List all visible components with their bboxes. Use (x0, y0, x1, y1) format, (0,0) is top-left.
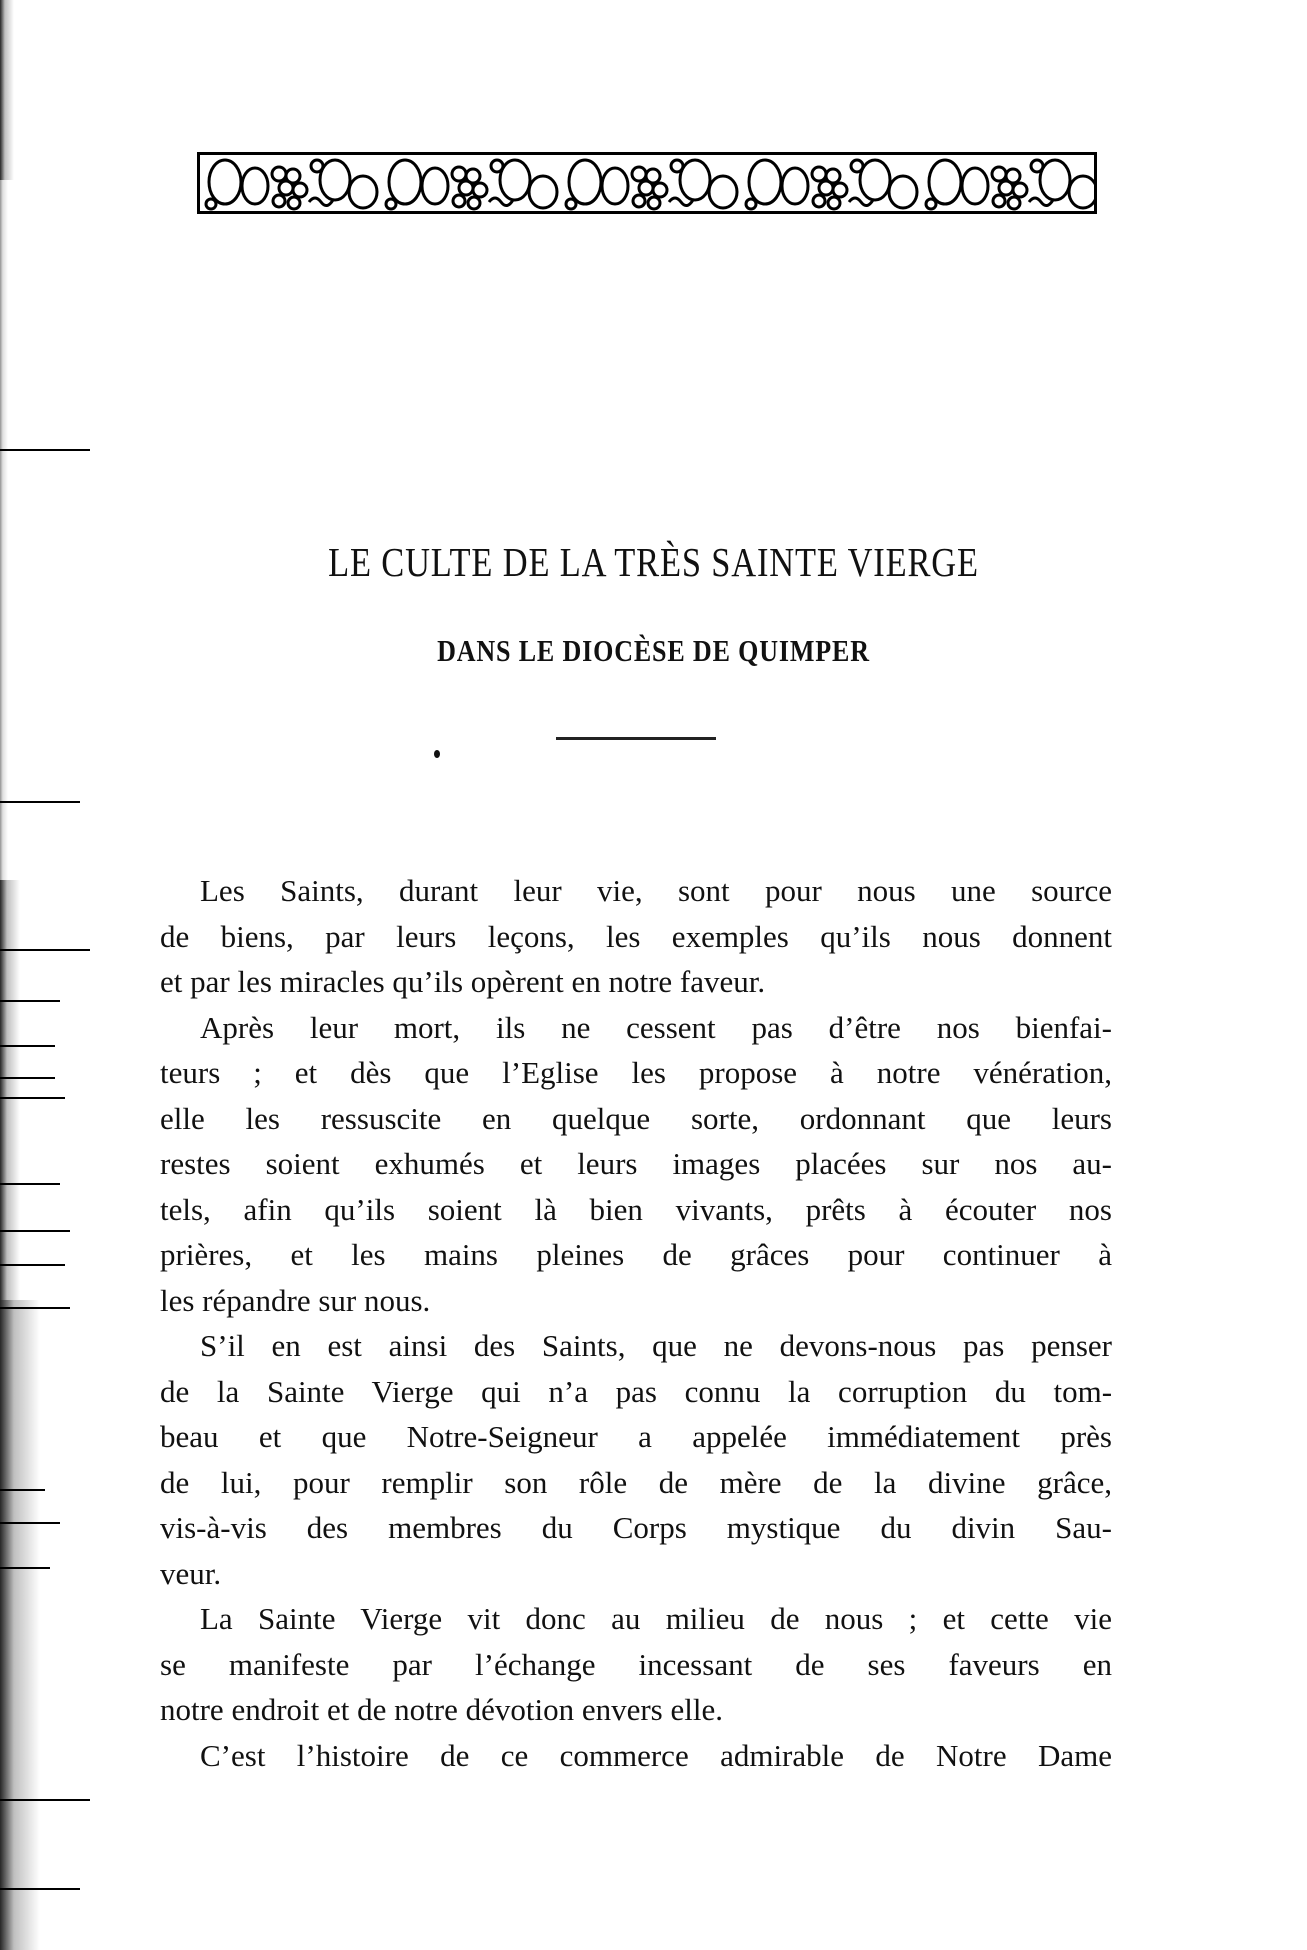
paragraph-2 (160, 1005, 1112, 1324)
text-line: Après leur mort, ils ne cessent pas d’être nos bienfai- (200, 1009, 1112, 1045)
fruit-ornament-headpiece (197, 152, 1097, 214)
text-line: beau et que Notre-Seigneur a appelée immédiatement près (160, 1419, 1112, 1454)
text-line: restes soient exhumés et leurs images placées sur nos au- (160, 1146, 1112, 1181)
text-line: veur. (160, 1555, 222, 1591)
body-text (160, 868, 1112, 1778)
text-line: La Sainte Vierge vit donc au milieu de nous ; et cette vie (200, 1601, 1112, 1636)
text-line: tels, afin qu’ils soient là bien vivants, prêts à écouter nos (160, 1191, 1112, 1227)
text-line: teurs ; et dès que l’Eglise les propose à notre vénération, (160, 1055, 1112, 1090)
chapter-subtitle: DANS LE DIOCÈSE DE QUIMPER (437, 633, 870, 668)
text-line: se manifeste par l’échange incessant de ses faveurs en (160, 1646, 1112, 1682)
text-line: elle les ressuscite en quelque sorte, ordonnant que leurs (160, 1100, 1112, 1136)
text-line: et par les miracles qu’ils opèrent en notre faveur. (160, 964, 766, 999)
paragraph-3 (160, 1323, 1112, 1596)
chapter-title: LE CULTE DE LA TRÈS SAINTE VIERGE (328, 539, 979, 585)
text-line: S’il en est ainsi des Saints, que ne devons-nous pas penser (200, 1328, 1112, 1363)
text-line: notre endroit et de notre dévotion envers elle. (160, 1692, 723, 1727)
text-line: de biens, par leurs leçons, les exemples qu’ils nous donnent (160, 918, 1112, 954)
text-line: vis-à-vis des membres du Corps mystique du divin Sau- (160, 1510, 1112, 1545)
ink-speck (434, 750, 440, 758)
paragraph-5 (160, 1733, 1112, 1779)
text-line: prières, et les mains pleines de grâces pour continuer à (160, 1237, 1112, 1272)
text-line: Les Saints, durant leur vie, sont pour nous une source (200, 873, 1112, 908)
separator-rule (556, 737, 716, 740)
paragraph-4 (160, 1596, 1112, 1733)
text-line: de la Sainte Vierge qui n’a pas connu la corruption du tom- (160, 1373, 1113, 1409)
text-line: de lui, pour remplir son rôle de mère de la divine grâce, (160, 1464, 1112, 1500)
text-line: les répandre sur nous. (160, 1282, 431, 1318)
paragraph-1 (160, 868, 1112, 1005)
text-line: C’est l’histoire de ce commerce admirable de Notre Dame (200, 1737, 1112, 1773)
scan-edge-artifact (0, 0, 90, 1950)
